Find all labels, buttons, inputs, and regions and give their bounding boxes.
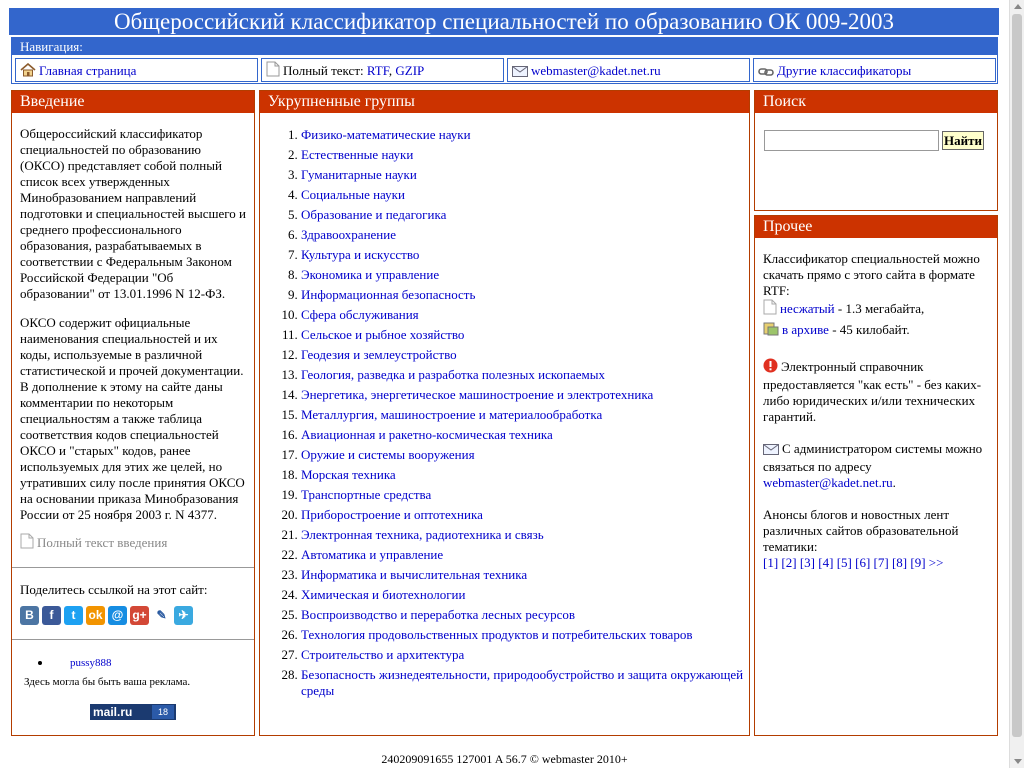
- warning-icon: [763, 358, 778, 377]
- group-list-item: [301, 667, 749, 699]
- footer: 240209091655 127001 A 56.7 © webmaster 2010+: [381, 752, 628, 766]
- groups-list: [260, 127, 749, 699]
- group-link[interactable]: Образование и педагогика: [301, 207, 447, 222]
- group-link[interactable]: Автоматика и управление: [301, 547, 444, 562]
- announce-page-link[interactable]: [7]: [873, 555, 889, 570]
- intro-panel: [11, 90, 255, 736]
- share-icons: [20, 606, 246, 625]
- group-list-item: [301, 187, 749, 203]
- group-list-item: [301, 327, 749, 343]
- yaru-icon[interactable]: ✈: [174, 606, 193, 625]
- page-title: Общероссийский классификатор специальностей по образованию ОК 009-2003: [9, 8, 999, 35]
- nav-cell-email: [507, 58, 750, 82]
- envelope-icon: [763, 443, 779, 459]
- document-icon: [266, 61, 280, 83]
- ad-text: Здесь могла бы быть ваша реклама.: [24, 676, 191, 688]
- group-list-item: [301, 247, 749, 263]
- announce-page-link[interactable]: [4]: [818, 555, 834, 570]
- scroll-thumb[interactable]: [1012, 14, 1022, 737]
- group-link[interactable]: Энергетика, энергетическое машиностроение и электротехника: [301, 387, 654, 402]
- ad-section: [12, 640, 254, 720]
- group-link[interactable]: Информационная безопасность: [301, 287, 476, 302]
- group-link[interactable]: Сельское и рыбное хозяйство: [301, 327, 465, 342]
- navigation-label: Навигация:: [12, 38, 997, 55]
- announce-pages: [763, 555, 989, 571]
- group-list-item: [301, 147, 749, 163]
- group-list-item: [301, 127, 749, 143]
- download-uncompressed: [763, 299, 989, 320]
- group-list-item: [301, 387, 749, 403]
- share-section: [12, 568, 254, 639]
- group-list-item: [301, 447, 749, 463]
- group-link[interactable]: Геодезия и землеустройство: [301, 347, 457, 362]
- counter-value: 18: [152, 705, 174, 719]
- scroll-up-arrow-icon[interactable]: [1014, 4, 1022, 9]
- other-panel: [754, 215, 998, 736]
- group-link[interactable]: Транспортные средства: [301, 487, 432, 502]
- group-list-item: [301, 267, 749, 283]
- chain-link-icon: [758, 63, 774, 83]
- group-list-item: [301, 207, 749, 223]
- group-list-item: [301, 347, 749, 363]
- download-archive-link[interactable]: в архиве: [782, 322, 829, 337]
- intro-paragraph-2: ОКСО содержит официальные наименования специальностей и их коды, используемые в различной статистической и прочей документации. В дополнение к этому на сайте даны комментарии по некоторым специальностям а также таблица соответствия кодов специальностей ОКСО и "старых" кодов, ранее используемых для этих же целей, но утративших силу после принятия ОКСО на основании приказа Минобразования России от 25 ноября 2003 г. N 4377.: [20, 315, 245, 522]
- group-list-item: [301, 607, 749, 623]
- mailru-icon[interactable]: @: [108, 606, 127, 625]
- intro-full-text-link[interactable]: Полный текст введения: [37, 535, 168, 550]
- announce-page-link[interactable]: [1]: [763, 555, 779, 570]
- group-list-item: [301, 287, 749, 303]
- home-link[interactable]: Главная страница: [39, 63, 137, 78]
- contact: [763, 441, 989, 491]
- intro-full-text: [20, 533, 246, 553]
- announce-page-link[interactable]: [3]: [799, 555, 816, 570]
- group-link[interactable]: Естественные науки: [301, 147, 414, 162]
- contact-email-link[interactable]: webmaster@kadet.net.ru: [763, 475, 893, 490]
- vertical-scrollbar[interactable]: [1009, 0, 1024, 768]
- group-list-item: [301, 407, 749, 423]
- group-link[interactable]: Металлургия, машиностроение и материалообработка: [301, 407, 603, 422]
- groups-panel: [259, 90, 750, 736]
- announce-text: Анонсы блогов и новостных лент различных сайтов образовательной тематики:: [763, 507, 959, 554]
- counter-brand: mail.ru: [93, 705, 133, 719]
- search-input[interactable]: [764, 130, 939, 151]
- group-link[interactable]: Воспроизводство и переработка лесных ресурсов: [301, 607, 575, 622]
- group-list-item: [301, 547, 749, 563]
- scroll-down-arrow-icon[interactable]: [1014, 759, 1022, 764]
- download-archive-size: - 45 килобайт.: [832, 322, 910, 337]
- group-link[interactable]: Гуманитарные науки: [301, 167, 417, 182]
- other-classifiers-link[interactable]: Другие классификаторы: [777, 63, 912, 78]
- group-link[interactable]: Физико-математические науки: [301, 127, 471, 142]
- group-link[interactable]: Морская техника: [301, 467, 396, 482]
- twitter-icon[interactable]: t: [64, 606, 83, 625]
- group-link[interactable]: Геология, разведка и разработка полезных ископаемых: [301, 367, 605, 382]
- group-link[interactable]: Приборостроение и оптотехника: [301, 507, 483, 522]
- ad-link[interactable]: pussy888: [70, 657, 112, 669]
- announce-page-link[interactable]: [2]: [781, 555, 797, 570]
- disclaimer-text: Электронный справочник предоставляется "как есть" - без каких-либо юридических и/или технических гарантий.: [763, 359, 982, 424]
- search-panel: [754, 90, 998, 211]
- bullet: [38, 661, 42, 665]
- vkontakte-icon[interactable]: В: [20, 606, 39, 625]
- announce-page-link[interactable]: [6]: [855, 555, 871, 570]
- email-link[interactable]: webmaster@kadet.net.ru: [531, 63, 661, 78]
- intro-heading: Введение: [12, 91, 254, 113]
- intro-paragraph-1: Общероссийский классификатор специальностей по образованию (ОКСО) представляет собой полный список всех утвержденных Минобразованием направлений подготовки и специальностей высшего и среднего профессионального образования, разрабатываемых в соответствии с Федеральным Законом Российской Федерации "Об образовании" от 13.01.1996 N 12-ФЗ.: [20, 126, 246, 301]
- group-link[interactable]: Сфера обслуживания: [301, 307, 419, 322]
- ad-list-item: [24, 654, 246, 672]
- group-list-item: [301, 467, 749, 483]
- announce-page-link[interactable]: >>: [928, 555, 944, 570]
- group-list-item: [301, 307, 749, 323]
- search-heading: Поиск: [755, 91, 997, 113]
- fulltext-gzip-link[interactable]: GZIP: [395, 63, 425, 78]
- contact-suffix: .: [892, 475, 896, 490]
- nav-cell-fulltext: [261, 58, 504, 82]
- group-list-item: [301, 367, 749, 383]
- group-link[interactable]: Технология продовольственных продуктов и потребительских товаров: [301, 627, 693, 642]
- document-icon: [20, 533, 34, 553]
- group-list-item: [301, 647, 749, 663]
- groups-list-container: [260, 113, 749, 699]
- archive-icon: [763, 320, 779, 342]
- navigation-bar: [11, 37, 998, 84]
- groups-heading: Укрупненные группы: [260, 91, 749, 113]
- group-list-item: [301, 487, 749, 503]
- document-icon: [763, 299, 777, 320]
- group-link[interactable]: Экономика и управление: [301, 267, 440, 282]
- googleplus-icon[interactable]: g+: [130, 606, 149, 625]
- group-list-item: [301, 507, 749, 523]
- group-link[interactable]: Оружие и системы вооружения: [301, 447, 475, 462]
- group-link[interactable]: Химическая и биотехнологии: [301, 587, 466, 602]
- home-icon: [20, 63, 36, 83]
- fulltext-label: Полный текст:: [283, 63, 364, 78]
- disclaimer: [763, 358, 989, 425]
- share-label: Поделитесь ссылкой на этот сайт:: [20, 582, 208, 597]
- group-list-item: [301, 167, 749, 183]
- group-list-item: [301, 587, 749, 603]
- nav-cell-other: [753, 58, 996, 82]
- group-list-item: [301, 227, 749, 243]
- announce-page-link[interactable]: [9]: [910, 555, 926, 570]
- nav-cell-home: [15, 58, 258, 82]
- download-uncompressed-link[interactable]: несжатый: [780, 301, 835, 316]
- search-button[interactable]: Найти: [942, 131, 984, 150]
- group-link[interactable]: Социальные науки: [301, 187, 405, 202]
- group-list-item: [301, 527, 749, 543]
- facebook-icon[interactable]: f: [42, 606, 61, 625]
- mailru-counter[interactable]: [90, 704, 176, 720]
- group-link[interactable]: Строительство и архитектура: [301, 647, 465, 662]
- fulltext-separator: ,: [388, 63, 393, 78]
- fulltext-rtf-link[interactable]: RTF: [366, 63, 389, 78]
- contact-text: С администратором системы можно связаться по адресу: [763, 441, 983, 474]
- announce-page-link[interactable]: [5]: [836, 555, 852, 570]
- group-link[interactable]: Электронная техника, радиотехника и связь: [301, 527, 544, 542]
- download-archive: [763, 320, 989, 342]
- group-link[interactable]: Здравоохранение: [301, 227, 396, 242]
- envelope-icon: [512, 63, 528, 83]
- group-list-item: [301, 627, 749, 643]
- group-link[interactable]: Авиационная и ракетно-космическая техника: [301, 427, 553, 442]
- group-list-item: [301, 567, 749, 583]
- livejournal-icon[interactable]: ✎: [152, 606, 171, 625]
- group-link[interactable]: Информатика и вычислительная техника: [301, 567, 528, 582]
- odnoklassniki-icon[interactable]: ok: [86, 606, 105, 625]
- download-uncompressed-size: - 1.3 мегабайта,: [837, 301, 925, 316]
- group-link[interactable]: Безопасность жизнедеятельности, природообустройство и защита окружающей среды: [301, 667, 744, 698]
- download-intro: Классификатор специальностей можно скачать прямо с этого сайта в формате RTF:: [763, 251, 980, 298]
- announce-page-link[interactable]: [8]: [891, 555, 908, 570]
- other-heading: Прочее: [755, 216, 997, 238]
- group-link[interactable]: Культура и искусство: [301, 247, 420, 262]
- group-list-item: [301, 427, 749, 443]
